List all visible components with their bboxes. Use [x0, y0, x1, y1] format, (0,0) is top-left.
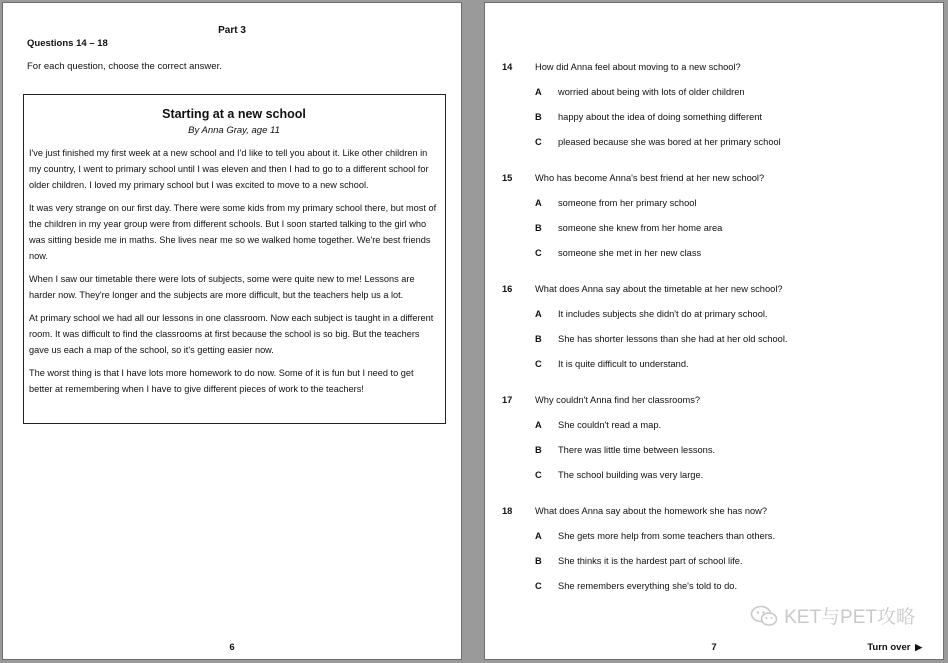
option-letter: B [535, 112, 542, 122]
article-paragraph-1: I've just finished my first week at a new school and I'd like to tell you about it. Like other children in my country, I went to primary school until I was eleven and then I had to go to a different school for older children. I loved my primary school but I was excited to move to a new school. [29, 148, 429, 190]
right-page [484, 2, 944, 660]
option-letter: B [535, 334, 542, 344]
option-text: There was little time between lessons. [558, 445, 716, 455]
wechat-icon [750, 605, 778, 627]
option-a[interactable] [502, 84, 922, 100]
question-text: Why couldn't Anna find her classrooms? [535, 395, 701, 405]
watermark-text: KET与PET攻略 [784, 607, 915, 628]
question-14 [502, 59, 922, 150]
option-text: someone from her primary school [558, 198, 697, 208]
article-paragraph-5: The worst thing is that I have lots more homework to do now. Some of it is fun but I need to get better at remembering when I have to give different pieces of work to the teachers! [29, 368, 414, 394]
question-number: 17 [502, 395, 513, 405]
option-letter: A [535, 309, 542, 319]
option-c[interactable] [502, 245, 922, 261]
page-number-right: 7 [711, 642, 717, 653]
option-a[interactable] [502, 417, 922, 433]
option-text: She remembers everything she's told to do. [558, 581, 738, 591]
question-17 [502, 392, 922, 483]
option-letter: A [535, 531, 542, 541]
option-b[interactable] [502, 331, 922, 347]
option-text: It is quite difficult to understand. [558, 359, 689, 369]
question-text: What does Anna say about the homework she has now? [535, 506, 768, 516]
turn-over-text: Turn over [867, 642, 911, 653]
option-letter: C [535, 581, 542, 591]
question-text: How did Anna feel about moving to a new school? [535, 62, 741, 72]
question-text: What does Anna say about the timetable at her new school? [535, 284, 783, 294]
option-text: She thinks it is the hardest part of school life. [558, 556, 743, 566]
question-text: Who has become Anna's best friend at her new school? [535, 173, 765, 183]
article-box [23, 94, 446, 424]
watermark [750, 602, 915, 629]
option-letter: A [535, 420, 542, 430]
option-text: worried about being with lots of older children [558, 87, 745, 97]
article-paragraph-3: When I saw our timetable there were lots of subjects, some were quite new to me! Lessons are harder now. They're longer and the subjects are more difficult, but the teachers help us a lot. [29, 274, 415, 300]
option-b[interactable] [502, 109, 922, 125]
right-triangle-icon: ▶ [915, 642, 922, 652]
question-number: 18 [502, 506, 513, 516]
page-number-left: 6 [229, 642, 235, 653]
option-letter: B [535, 556, 542, 566]
option-letter: C [535, 359, 542, 369]
option-b[interactable] [502, 442, 922, 458]
option-letter: C [535, 137, 542, 147]
option-text: pleased because she was bored at her primary school [558, 137, 781, 147]
article-body [29, 145, 439, 397]
option-a[interactable] [502, 306, 922, 322]
option-b[interactable] [502, 553, 922, 569]
option-letter: C [535, 248, 542, 258]
option-text: She couldn't read a map. [558, 420, 662, 430]
instruction-text: For each question, choose the correct answer. [27, 61, 222, 72]
option-text: someone she met in her new class [558, 248, 702, 258]
option-c[interactable] [502, 356, 922, 372]
option-text: happy about the idea of doing something different [558, 112, 762, 122]
option-letter: B [535, 445, 542, 455]
question-18 [502, 503, 922, 594]
turn-over-label[interactable] [867, 642, 922, 653]
option-text: She gets more help from some teachers than others. [558, 531, 776, 541]
article-paragraph-2: It was very strange on our first day. There were some kids from my primary school there, but most of the children in my year group were from different schools. But I soon started talking to the girl who was sitting beside me in maths. She lives near me so we walked home together. We're best friends now. [29, 203, 437, 261]
option-text: She has shorter lessons than she had at her old school. [558, 334, 788, 344]
question-number: 14 [502, 62, 513, 72]
option-text: It includes subjects she didn't do at primary school. [558, 309, 768, 319]
part-title: Part 3 [218, 25, 246, 36]
option-letter: A [535, 198, 542, 208]
option-b[interactable] [502, 220, 922, 236]
option-letter: B [535, 223, 542, 233]
question-15 [502, 170, 922, 261]
article-paragraph-4: At primary school we had all our lessons in one classroom. Now each subject is taught in a different room. It was difficult to find the classrooms at first because the school is so big. But the teachers gave us each a map of the school, so it's getting easier now. [29, 313, 434, 355]
option-text: The school building was very large. [558, 470, 704, 480]
option-c[interactable] [502, 467, 922, 483]
question-number: 15 [502, 173, 513, 183]
option-a[interactable] [502, 195, 922, 211]
left-page [2, 2, 462, 660]
article-title: Starting at a new school [162, 107, 306, 121]
question-number: 16 [502, 284, 513, 294]
article-byline: By Anna Gray, age 11 [188, 125, 280, 136]
option-c[interactable] [502, 134, 922, 150]
option-letter: C [535, 470, 542, 480]
questions-range: Questions 14 – 18 [27, 38, 108, 49]
option-letter: A [535, 87, 542, 97]
option-c[interactable] [502, 578, 922, 594]
question-16 [502, 281, 922, 372]
option-text: someone she knew from her home area [558, 223, 723, 233]
option-a[interactable] [502, 528, 922, 544]
